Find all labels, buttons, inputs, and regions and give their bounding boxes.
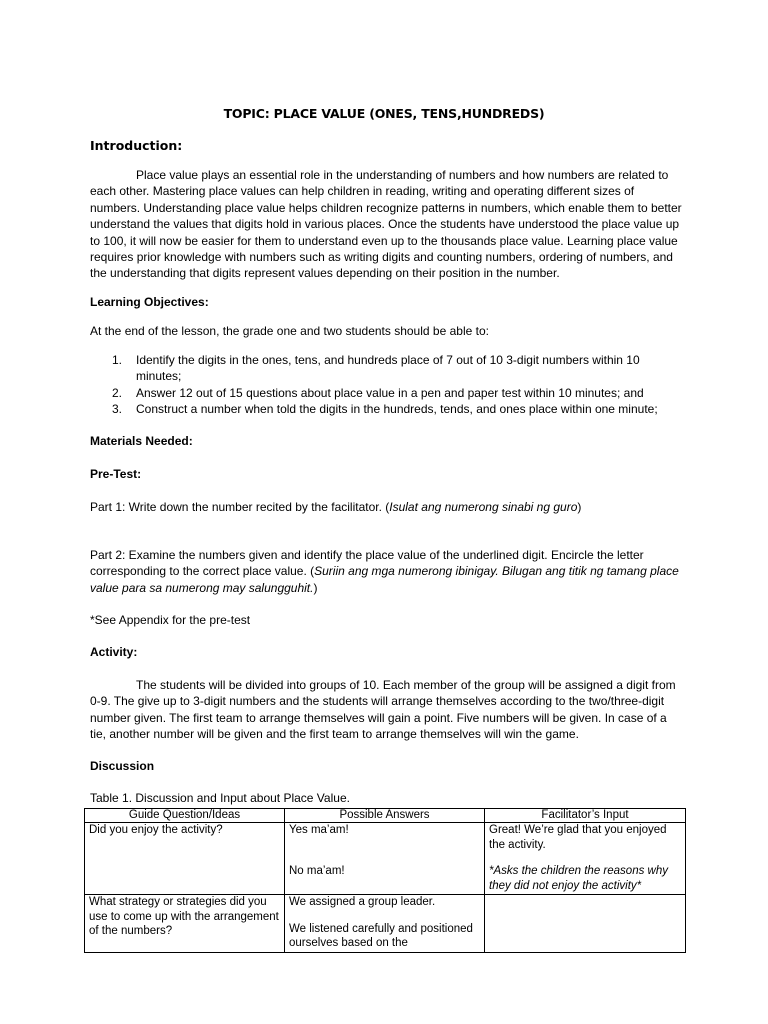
table-cell-answers: Yes ma’am! No ma’am! — [285, 823, 485, 895]
table-cell-question: Did you enjoy the activity? — [85, 823, 285, 895]
table-cell-input — [485, 895, 686, 953]
table-row — [85, 895, 686, 953]
column-header: Guide Question/Ideas — [85, 809, 285, 823]
table-row — [85, 823, 686, 895]
materials-heading: Materials Needed: — [90, 434, 193, 448]
introduction-paragraph — [90, 167, 682, 282]
objectives-heading: Learning Objectives: — [90, 295, 209, 309]
activity-text: The students will be divided into groups of 10. Each member of the group will be assigned a digit from 0-9. The give up to 3-digit numbers and the students will arrange themselves according to the two/three-digit number given. The first team to arrange themselves will gain a point. Five numbers will be given. In case of a tie, another number will be given and the first team to arrange themselves will win the game. — [90, 678, 676, 742]
pretest-part1: Part 1: Write down the number recited by the facilitator. (Isulat ang numerong sinabi ng guro) — [90, 500, 582, 514]
table-header-row — [85, 809, 686, 823]
activity-heading: Activity: — [90, 645, 138, 659]
pretest-part2: Part 2: Examine the numbers given and identify the place value of the underlined digit. Encircle the letter corresponding to the correct place value. (Suriin ang mga numerong ibinigay. Bilugan ang titik ng tamang place value para sa numerong may salungguhit.) — [90, 548, 679, 595]
introduction-heading: Introduction: — [90, 138, 183, 153]
introduction-text: Place value plays an essential role in the understanding of numbers and how numbers are related to each other. Mastering place values can help children in reading, writing and operating different sizes of numbers. Understanding place value helps children recognize patterns in numbers, which enable them to better understand the values that digits hold in various places. Once the students have understood the place value up to 100, it will now be easier for them to understand even up to the thousands place value. Learning place value requires prior knowledge with numbers such as writing digits and counting numbers, ordering of numbers, and the understanding that digits represent values depending on their position in the number. — [90, 168, 682, 281]
objective-item: 1. Identify the digits in the ones, tens, and hundreds place of 7 out of 10 3-digit numbers within 10 minutes; — [112, 353, 640, 384]
objective-item: 3. Construct a number when told the digits in the hundreds, tends, and ones place within one minute; — [112, 402, 658, 417]
column-header: Possible Answers — [285, 809, 485, 823]
column-header: Facilitator’s Input — [485, 809, 686, 823]
objective-item: 2. Answer 12 out of 15 questions about place value in a pen and paper test within 10 minutes; and — [112, 385, 644, 400]
table-cell-question: What strategy or strategies did you use to come up with the arrangement of the numbers? — [85, 895, 285, 953]
table-caption: Table 1. Discussion and Input about Place Value. — [90, 791, 350, 805]
objectives-list — [90, 352, 682, 418]
table-cell-input: Great! We’re glad that you enjoyed the activity. *Asks the children the reasons why they did not enjoy the activity* — [485, 823, 686, 895]
table-cell-answers: We assigned a group leader. We listened carefully and positioned ourselves based on the — [285, 895, 485, 953]
discussion-heading: Discussion — [90, 759, 155, 773]
objectives-lead: At the end of the lesson, the grade one and two students should be able to: — [90, 324, 489, 338]
discussion-table — [84, 808, 686, 953]
activity-paragraph — [90, 677, 682, 743]
page-title: TOPIC: PLACE VALUE (ONES, TENS,HUNDREDS) — [223, 106, 545, 121]
appendix-note: *See Appendix for the pre-test — [90, 613, 251, 627]
pretest-heading: Pre-Test: — [90, 467, 142, 481]
